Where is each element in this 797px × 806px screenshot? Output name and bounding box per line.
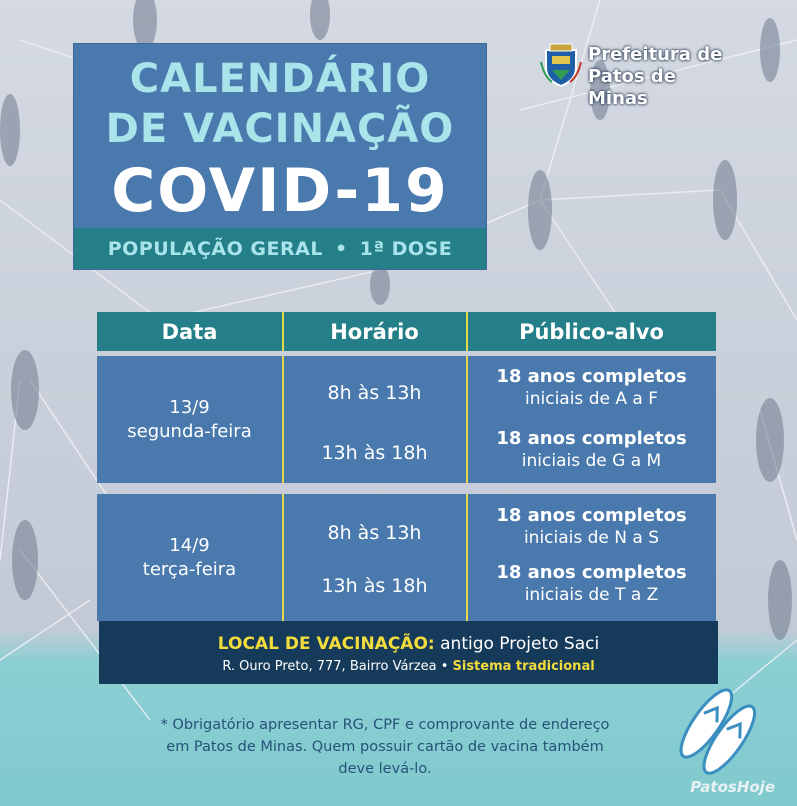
footnote-line2: em Patos de Minas. Quem possuir cartão de vacina também xyxy=(166,739,604,755)
audience-initials: iniciais de G a M xyxy=(521,451,662,471)
header-date: Data xyxy=(161,319,218,344)
location-address: R. Ouro Preto, 777, Bairro Várzea • xyxy=(222,659,453,674)
watermark: PatosHoje xyxy=(690,778,775,796)
schedule-block-day2 xyxy=(97,494,716,621)
audience-cell xyxy=(467,366,716,410)
time-slot: 8h às 13h xyxy=(327,382,422,404)
time-slot: 13h às 18h xyxy=(321,575,428,597)
location-place: antigo Projeto Saci xyxy=(434,634,600,654)
audience-cell xyxy=(467,505,716,549)
municipality-logo xyxy=(540,42,740,109)
audience-cell xyxy=(467,428,716,472)
audience-initials: iniciais de T a Z xyxy=(524,585,659,605)
header-time: Horário xyxy=(330,319,419,344)
audience-initials: iniciais de N a S xyxy=(523,528,660,548)
subtitle-population: POPULAÇÃO GERAL xyxy=(107,237,323,260)
weekday: segunda-feira xyxy=(127,420,252,442)
title-main: COVID-19 xyxy=(111,156,449,226)
column-divider xyxy=(282,312,284,351)
city-crest-icon xyxy=(540,42,582,88)
footnote-line3: deve levá-lo. xyxy=(338,761,432,777)
weekday: terça-feira xyxy=(142,558,237,580)
org-name xyxy=(588,44,740,110)
vaccination-location-box xyxy=(99,621,718,684)
title-line-2: DE VACINAÇÃO xyxy=(105,106,455,152)
schedule-block-day1 xyxy=(97,356,716,483)
location-system: Sistema tradicional xyxy=(452,659,595,674)
audience-age: 18 anos completos xyxy=(496,428,687,449)
audience-cell xyxy=(467,562,716,606)
subtitle-separator: • xyxy=(334,237,348,260)
date-cell xyxy=(97,494,282,621)
time-slot: 13h às 18h xyxy=(321,442,428,464)
audience-age: 18 anos completos xyxy=(496,562,687,583)
footnote-line1: * Obrigatório apresentar RG, CPF e comprovante de endereço xyxy=(160,717,610,733)
location-line xyxy=(99,634,718,654)
subtitle-dose: 1ª DOSE xyxy=(359,237,453,260)
title-line-1: CALENDÁRIO xyxy=(129,56,431,102)
audience-age: 18 anos completos xyxy=(496,366,687,387)
title-panel xyxy=(73,43,487,270)
requirements-footnote xyxy=(140,714,630,780)
org-name-line2: Patos de Minas xyxy=(588,66,676,109)
flip-flop-icon xyxy=(670,676,765,786)
address-line xyxy=(99,659,718,674)
time-slot: 8h às 13h xyxy=(327,522,422,544)
subtitle-bar xyxy=(74,228,486,269)
date-value: 14/9 xyxy=(169,534,210,556)
audience-age: 18 anos completos xyxy=(496,505,687,526)
header-audience: Público-alvo xyxy=(519,319,664,344)
location-label: LOCAL DE VACINAÇÃO: xyxy=(217,634,435,654)
date-value: 13/9 xyxy=(169,396,210,418)
column-divider xyxy=(466,312,468,351)
table-header xyxy=(97,312,716,351)
column-divider xyxy=(282,494,284,621)
org-name-line1: Prefeitura de xyxy=(588,44,723,65)
audience-initials: iniciais de A a F xyxy=(525,389,658,409)
date-cell xyxy=(97,356,282,483)
